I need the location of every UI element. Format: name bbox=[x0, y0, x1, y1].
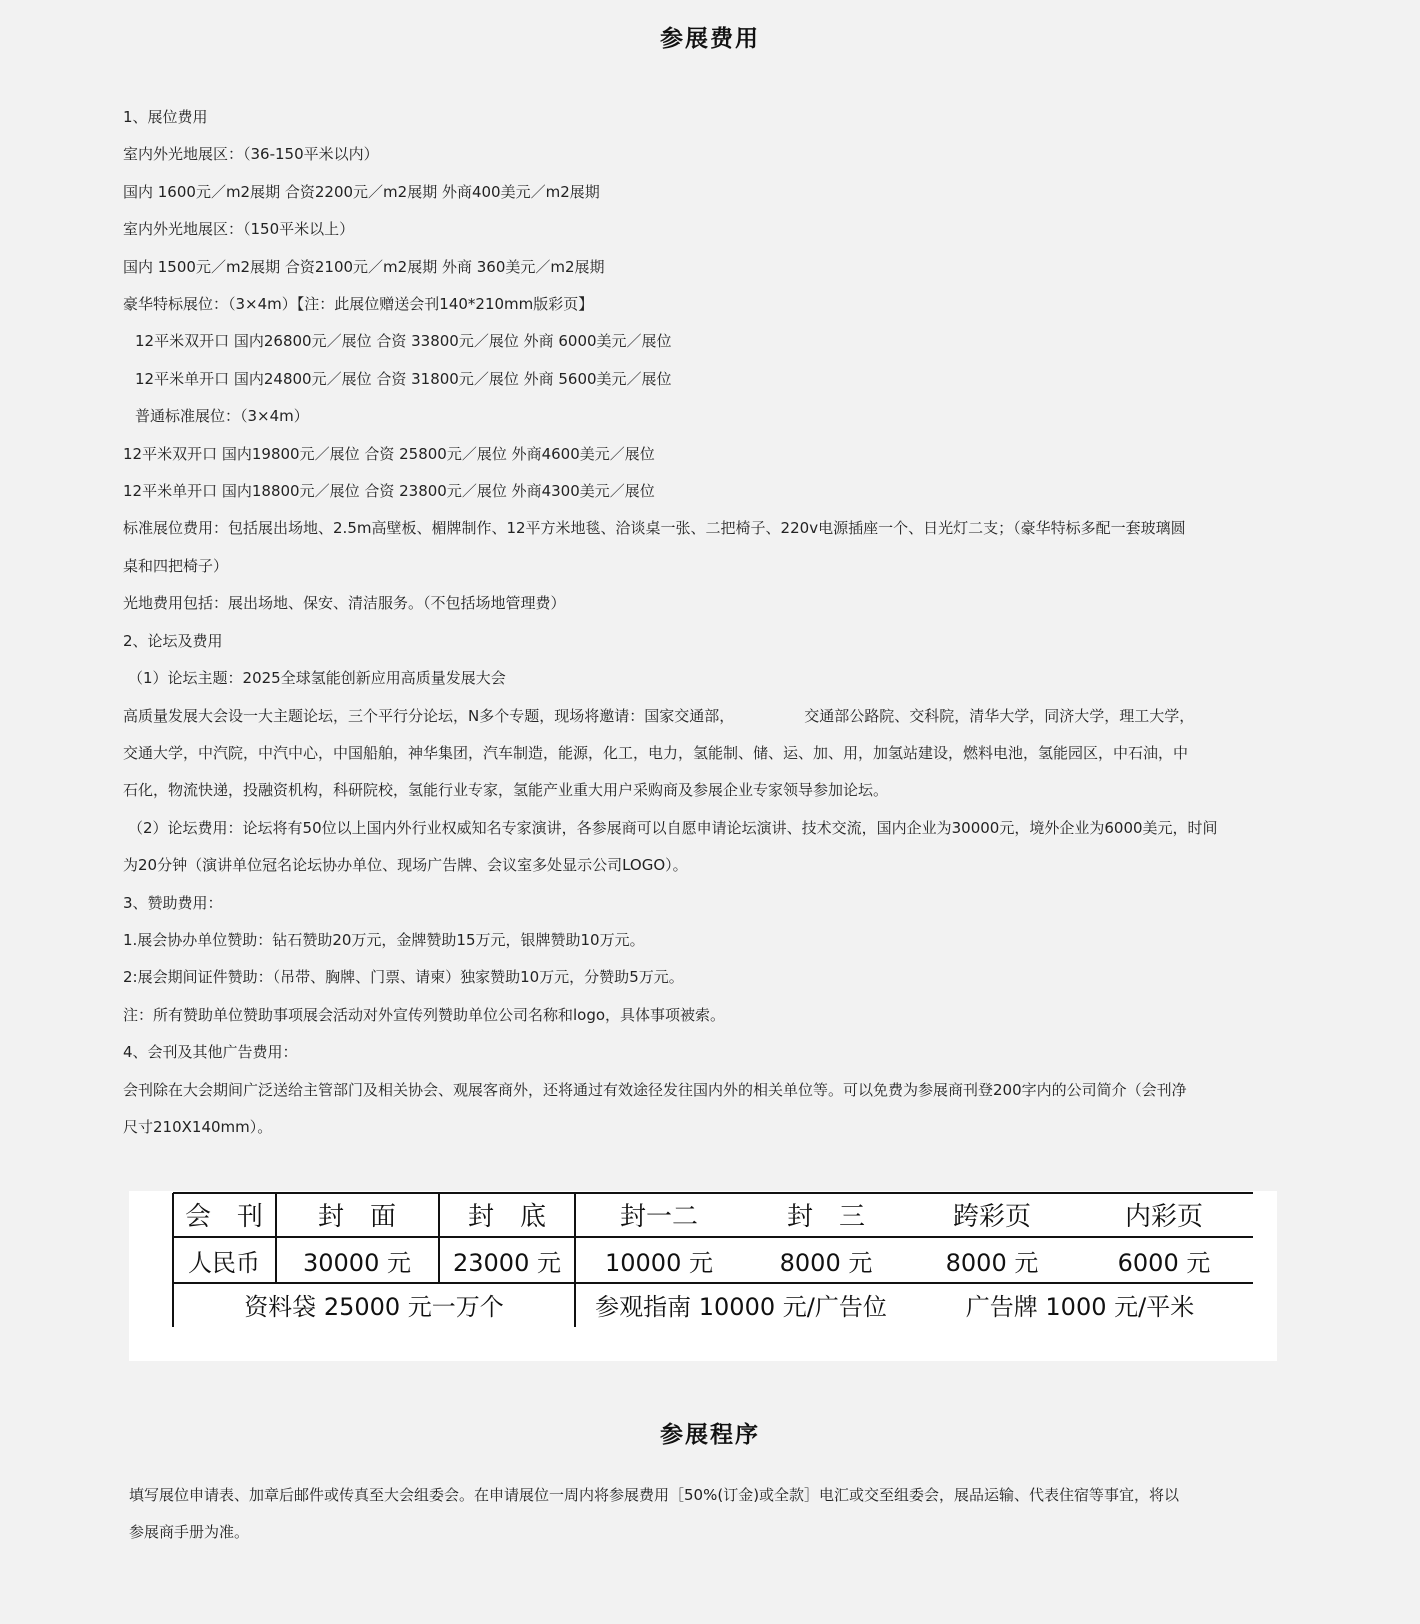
forum-heading: 2、论坛及费用 bbox=[123, 631, 223, 650]
sponsor-item-1: 1.展会协办单位赞助：钻石赞助20万元，金牌赞助15万元，银牌赞助10万元。 bbox=[123, 930, 645, 949]
table-header-cell-6: 内彩页 bbox=[1124, 1202, 1204, 1232]
table-header-cell-3: 封一二 bbox=[619, 1202, 699, 1232]
indoor-small-label: 室内外光地展区：（36-150平米以内） bbox=[123, 145, 379, 164]
standard-booth-includes-2: 桌和四把椅子） bbox=[123, 556, 229, 575]
forum-description-2: 交通大学，中汽院，中汽中心，中国船舶，神华集团，汽车制造，能源，化工，电力，氢能制、储、运、加、用，加氢站建设，燃料电池，氢能园区，中石油，中 bbox=[123, 743, 1189, 762]
table-price-cell-5: 8000 元 bbox=[945, 1249, 1039, 1277]
table-price-cell-1: 30000 元 bbox=[303, 1249, 411, 1277]
procedure-content bbox=[129, 1477, 1309, 1552]
table-header-cell-5: 跨彩页 bbox=[952, 1202, 1032, 1232]
booth-fees-heading: 1、展位费用 bbox=[123, 108, 208, 126]
raw-space-includes: 光地费用包括：展出场地、保安、清洁服务。（不包括场地管理费） bbox=[123, 594, 566, 613]
forum-description-1 bbox=[123, 698, 1308, 735]
table-header-cell-4: 封 三 bbox=[786, 1202, 866, 1232]
procedure-line-2: 参展商手册为准。 bbox=[129, 1523, 250, 1542]
normal-double-open-prices: 12平米双开口 国内19800元／展位 合资 25800元／展位 外商4600美元／展位 bbox=[123, 444, 655, 463]
sponsor-heading: 3、赞助费用： bbox=[123, 893, 223, 912]
table-price-row bbox=[188, 1249, 1210, 1277]
standard-booth-includes-1: 标准展位费用：包括展出场地、2.5m高壁板、楣牌制作、12平方米地毯、洽谈桌一张、二把椅子、220v电源插座一个、日光灯二支；（豪华特标多配一套玻璃圆 bbox=[123, 519, 1186, 538]
ad-price-table-graphic bbox=[129, 1191, 1277, 1361]
table-extras-row bbox=[244, 1293, 1194, 1321]
forum-description-3: 石化，物流快递，投融资机构，科研院校，氢能行业专家，氢能产业重大用户采购商及参展企业专家领导参加论坛。 bbox=[123, 781, 889, 800]
ad-price-table bbox=[129, 1191, 1277, 1361]
ads-description-2: 尺寸210X140mm）。 bbox=[123, 1117, 273, 1136]
table-header-row bbox=[185, 1202, 1203, 1232]
luxury-single-open-prices: 12平米单开口 国内24800元／展位 合资 31800元／展位 外商 5600美元／展位 bbox=[135, 369, 672, 388]
table-price-cell-4: 8000 元 bbox=[779, 1249, 873, 1277]
indoor-small-prices: 国内 1600元／m2展期 合资2200元／m2展期 外商400美元／m2展期 bbox=[123, 182, 600, 201]
fees-section-title: 参展费用 bbox=[660, 26, 760, 52]
forum-topic: （1）论坛主题：2025全球氢能创新应用高质量发展大会 bbox=[128, 669, 506, 688]
indoor-large-prices: 国内 1500元／m2展期 合资2100元／m2展期 外商 360美元／m2展期 bbox=[123, 257, 605, 276]
forum-fee-2: 为20分钟（演讲单位冠名论坛协办单位、现场广告牌、会议室多处显示公司LOGO）。 bbox=[123, 856, 688, 875]
normal-booth-label: 普通标准展位：（3×4m） bbox=[135, 407, 309, 426]
forum-description-1a: 高质量发展大会设一大主题论坛，三个平行分论坛，N多个专题，现场将邀请：国家交通部， bbox=[123, 706, 735, 725]
luxury-booth-label: 豪华特标展位：（3×4m）【注：此展位赠送会刊140*210mm版彩页】 bbox=[123, 295, 594, 314]
table-extra-cell-2: 广告牌 1000 元/平米 bbox=[965, 1293, 1195, 1321]
table-price-cell-3: 10000 元 bbox=[605, 1249, 713, 1277]
table-header-cell-1: 封 面 bbox=[317, 1202, 397, 1232]
table-header-cell-0: 会 刊 bbox=[184, 1202, 264, 1232]
fees-content bbox=[123, 99, 1308, 1146]
ads-heading: 4、会刊及其他广告费用： bbox=[123, 1043, 298, 1062]
table-extra-cell-1: 参观指南 10000 元/广告位 bbox=[595, 1293, 887, 1321]
procedure-section-title: 参展程序 bbox=[660, 1422, 760, 1448]
table-price-cell-6: 6000 元 bbox=[1117, 1249, 1211, 1277]
normal-single-open-prices: 12平米单开口 国内18800元／展位 合资 23800元／展位 外商4300美元／展位 bbox=[123, 482, 655, 501]
luxury-double-open-prices: 12平米双开口 国内26800元／展位 合资 33800元／展位 外商 6000美元／展位 bbox=[135, 332, 672, 351]
table-price-cell-0: 人民币 bbox=[188, 1249, 260, 1277]
sponsor-item-2: 2:展会期间证件赞助：（吊带、胸牌、门票、请柬）独家赞助10万元，分赞助5万元。 bbox=[123, 968, 684, 987]
forum-fee-1: （2）论坛费用：论坛将有50位以上国内外行业权威知名专家演讲，各参展商可以自愿申请论坛演讲、技术交流，国内企业为30000元，境外企业为6000美元，时间 bbox=[128, 818, 1218, 837]
table-header-cell-2: 封 底 bbox=[467, 1202, 547, 1232]
table-price-cell-2: 23000 元 bbox=[453, 1249, 561, 1277]
indoor-large-label: 室内外光地展区：（150平米以上） bbox=[123, 220, 355, 239]
table-extra-cell-0: 资料袋 25000 元一万个 bbox=[244, 1293, 504, 1321]
forum-description-1b: 交通部公路院、交科院，清华大学，同济大学，理工大学， bbox=[804, 706, 1195, 725]
ads-description-1: 会刊除在大会期间广泛送给主管部门及相关协会、观展客商外，还将通过有效途径发往国内外的相关单位等。可以免费为参展商刊登200字内的公司简介（会刊净 bbox=[123, 1080, 1187, 1099]
sponsor-note: 注：所有赞助单位赞助事项展会活动对外宣传列赞助单位公司名称和logo，具体事项被索。 bbox=[123, 1005, 726, 1024]
procedure-line-1: 填写展位申请表、加章后邮件或传真至大会组委会。在申请展位一周内将参展费用［50%(订金)或全款］电汇或交至组委会，展品运输、代表住宿等事宜，将以 bbox=[129, 1486, 1180, 1504]
